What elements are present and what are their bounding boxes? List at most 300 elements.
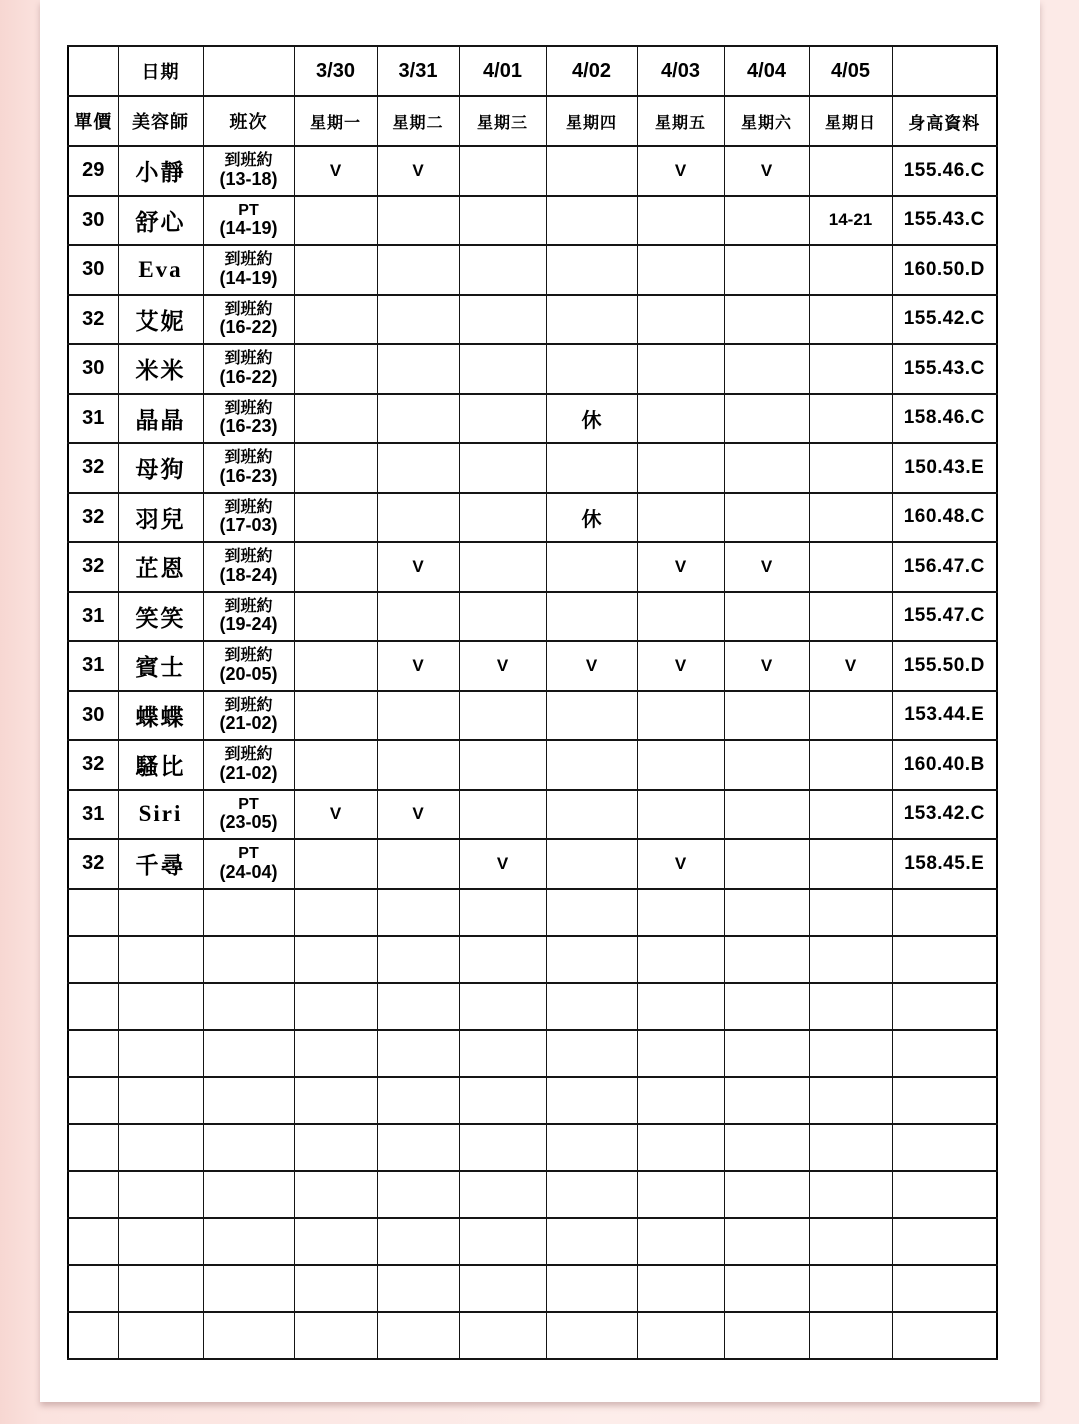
day-mark-cell — [546, 245, 637, 295]
empty-cell — [377, 1265, 459, 1312]
shift-cell — [203, 394, 294, 444]
shift-type-label: 到班約 — [224, 548, 273, 566]
empty-cell — [203, 1218, 294, 1265]
day-mark-cell: 14-21 — [809, 196, 892, 246]
day-mark-cell — [724, 790, 809, 840]
price-cell: 31 — [68, 394, 118, 444]
empty-cell — [724, 983, 809, 1030]
schedule-table — [67, 45, 998, 1360]
day-mark-cell — [546, 839, 637, 889]
date-cell: 4/04 — [724, 46, 809, 96]
day-mark-cell — [294, 740, 377, 790]
shift-type-label: 到班約 — [224, 597, 273, 615]
empty-row — [68, 1312, 997, 1359]
day-mark-cell — [459, 592, 546, 642]
day-mark-cell — [809, 394, 892, 444]
empty-cell — [294, 1124, 377, 1171]
date-cell: 3/31 — [377, 46, 459, 96]
shift-type-label: 到班約 — [224, 300, 273, 318]
empty-cell — [68, 1218, 118, 1265]
shift-cell — [203, 146, 294, 196]
height-data-cell: 153.44.E — [892, 691, 997, 741]
artist-row — [68, 443, 997, 493]
day-mark-cell — [724, 295, 809, 345]
weekday-cell: 星期三 — [459, 96, 546, 146]
artist-row — [68, 542, 997, 592]
day-mark-cell — [809, 344, 892, 394]
day-mark-cell — [724, 245, 809, 295]
day-mark-cell — [377, 295, 459, 345]
day-mark-cell — [294, 542, 377, 592]
artist-name-cell: 晶晶 — [118, 394, 203, 444]
day-mark-cell — [459, 394, 546, 444]
empty-cell — [637, 983, 724, 1030]
artist-name-cell: 小靜 — [118, 146, 203, 196]
empty-cell — [459, 936, 546, 983]
artist-row — [68, 839, 997, 889]
empty-cell — [546, 1030, 637, 1077]
day-mark-cell — [637, 394, 724, 444]
shift-type-label: 到班約 — [224, 399, 273, 417]
day-mark-cell — [724, 740, 809, 790]
empty-cell — [724, 936, 809, 983]
day-mark-cell — [459, 740, 546, 790]
empty-cell — [459, 1124, 546, 1171]
artist-name-cell: 母狗 — [118, 443, 203, 493]
shift-time-label: (21-02) — [219, 713, 278, 734]
day-mark-cell — [459, 146, 546, 196]
empty-cell — [809, 889, 892, 936]
height-data-cell: 153.42.C — [892, 790, 997, 840]
day-mark-cell — [724, 493, 809, 543]
day-mark-cell: V — [294, 790, 377, 840]
empty-cell — [892, 1030, 997, 1077]
empty-cell — [203, 1265, 294, 1312]
height-data-cell: 155.42.C — [892, 295, 997, 345]
empty-cell — [294, 1030, 377, 1077]
artist-name-cell: 米米 — [118, 344, 203, 394]
shift-type-label: PT — [238, 201, 259, 219]
height-label-cell: 身高資料 — [892, 96, 997, 146]
price-cell: 32 — [68, 493, 118, 543]
shift-type-label: 到班約 — [224, 251, 273, 269]
artist-row — [68, 245, 997, 295]
empty-cell — [546, 1312, 637, 1359]
weekday-cell: 星期五 — [637, 96, 724, 146]
height-data-cell: 158.45.E — [892, 839, 997, 889]
shift-cell — [203, 245, 294, 295]
empty-cell — [892, 983, 997, 1030]
date-cell: 3/30 — [294, 46, 377, 96]
empty-cell — [294, 1265, 377, 1312]
height-data-cell: 160.48.C — [892, 493, 997, 543]
empty-cell — [459, 983, 546, 1030]
price-cell: 30 — [68, 691, 118, 741]
day-mark-cell — [637, 245, 724, 295]
day-mark-cell — [377, 245, 459, 295]
date-cell: 4/02 — [546, 46, 637, 96]
empty-cell — [809, 1218, 892, 1265]
artist-row — [68, 196, 997, 246]
empty-cell — [546, 1171, 637, 1218]
day-mark-cell — [377, 740, 459, 790]
day-mark-cell: V — [459, 641, 546, 691]
empty-cell — [459, 1265, 546, 1312]
day-mark-cell — [294, 592, 377, 642]
shift-time-label: (13-18) — [219, 168, 278, 189]
day-mark-cell — [546, 592, 637, 642]
price-cell: 29 — [68, 146, 118, 196]
empty-cell — [203, 983, 294, 1030]
artist-name-cell: Eva — [118, 245, 203, 295]
price-cell: 32 — [68, 295, 118, 345]
empty-cell — [637, 1171, 724, 1218]
empty-cell — [892, 1124, 997, 1171]
day-mark-cell: V — [294, 146, 377, 196]
day-mark-cell — [546, 542, 637, 592]
height-data-cell: 156.47.C — [892, 542, 997, 592]
day-mark-cell — [459, 493, 546, 543]
day-mark-cell — [294, 245, 377, 295]
day-mark-cell — [809, 740, 892, 790]
artist-name-cell: 騷比 — [118, 740, 203, 790]
day-mark-cell: 休 — [546, 493, 637, 543]
shift-cell — [203, 542, 294, 592]
empty-cell — [68, 936, 118, 983]
empty-row — [68, 1171, 997, 1218]
weekday-cell: 星期一 — [294, 96, 377, 146]
day-mark-cell — [294, 641, 377, 691]
empty-cell — [203, 1030, 294, 1077]
shift-time-label: (18-24) — [219, 564, 278, 585]
shift-type-label: 到班約 — [224, 350, 273, 368]
empty-cell — [892, 1218, 997, 1265]
shift-type-label: 到班約 — [224, 449, 273, 467]
empty-cell — [724, 1077, 809, 1124]
empty-cell — [377, 1077, 459, 1124]
empty-cell — [892, 936, 997, 983]
price-cell: 30 — [68, 245, 118, 295]
artist-row — [68, 394, 997, 444]
empty-row — [68, 889, 997, 936]
empty-cell — [294, 1218, 377, 1265]
empty-cell — [809, 1077, 892, 1124]
price-cell: 32 — [68, 740, 118, 790]
artist-name-cell: 笑笑 — [118, 592, 203, 642]
day-mark-cell: V — [809, 641, 892, 691]
day-mark-cell — [377, 493, 459, 543]
price-cell: 31 — [68, 790, 118, 840]
day-mark-cell — [459, 295, 546, 345]
day-mark-cell — [377, 394, 459, 444]
day-mark-cell — [546, 740, 637, 790]
day-mark-cell — [724, 592, 809, 642]
day-mark-cell — [809, 245, 892, 295]
shift-type-label: 到班約 — [224, 696, 273, 714]
shift-time-label: (16-22) — [219, 317, 278, 338]
price-cell: 32 — [68, 839, 118, 889]
weekday-cell: 星期六 — [724, 96, 809, 146]
empty-row — [68, 983, 997, 1030]
empty-cell — [892, 1171, 997, 1218]
empty-cell — [724, 1312, 809, 1359]
day-mark-cell — [809, 443, 892, 493]
day-mark-cell — [637, 493, 724, 543]
shift-cell — [203, 740, 294, 790]
empty-cell — [68, 1124, 118, 1171]
day-mark-cell: V — [546, 641, 637, 691]
day-mark-cell — [546, 443, 637, 493]
shift-type-label: 到班約 — [224, 152, 273, 170]
empty-cell — [892, 889, 997, 936]
empty-cell — [459, 1312, 546, 1359]
day-mark-cell: V — [377, 542, 459, 592]
artist-row — [68, 691, 997, 741]
day-mark-cell — [724, 196, 809, 246]
day-mark-cell — [294, 295, 377, 345]
empty-cell — [118, 1124, 203, 1171]
shift-cell — [203, 691, 294, 741]
price-cell: 30 — [68, 196, 118, 246]
empty-cell — [637, 1124, 724, 1171]
empty-cell — [294, 983, 377, 1030]
day-mark-cell — [637, 295, 724, 345]
empty-cell — [459, 1171, 546, 1218]
day-mark-cell — [637, 691, 724, 741]
empty-cell — [546, 889, 637, 936]
price-cell: 32 — [68, 443, 118, 493]
day-mark-cell — [809, 295, 892, 345]
empty-cell — [809, 1030, 892, 1077]
day-mark-cell: V — [377, 790, 459, 840]
day-mark-cell — [546, 344, 637, 394]
date-cell: 4/03 — [637, 46, 724, 96]
day-mark-cell — [809, 592, 892, 642]
day-mark-cell — [724, 344, 809, 394]
empty-cell — [203, 1312, 294, 1359]
empty-cell — [546, 1218, 637, 1265]
shift-time-label: (16-23) — [219, 465, 278, 486]
artist-row — [68, 740, 997, 790]
weekday-cell: 星期二 — [377, 96, 459, 146]
day-mark-cell — [637, 344, 724, 394]
empty-cell — [724, 1171, 809, 1218]
shift-label-cell: 班次 — [203, 96, 294, 146]
empty-cell — [459, 1077, 546, 1124]
empty-cell — [724, 1030, 809, 1077]
day-mark-cell: V — [637, 542, 724, 592]
empty-cell — [637, 936, 724, 983]
date-header-row — [68, 46, 997, 96]
shift-time-label: (20-05) — [219, 663, 278, 684]
empty-cell — [68, 1077, 118, 1124]
empty-row — [68, 1030, 997, 1077]
empty-cell — [377, 1312, 459, 1359]
shift-cell — [203, 443, 294, 493]
empty-cell — [118, 1030, 203, 1077]
day-mark-cell — [294, 394, 377, 444]
shift-time-label: (21-02) — [219, 762, 278, 783]
artist-name-cell: 千尋 — [118, 839, 203, 889]
day-mark-cell — [809, 790, 892, 840]
height-data-cell: 155.47.C — [892, 592, 997, 642]
height-data-cell: 150.43.E — [892, 443, 997, 493]
corner-blank-cell — [68, 46, 118, 96]
day-mark-cell — [294, 493, 377, 543]
day-mark-cell — [459, 344, 546, 394]
empty-cell — [637, 1265, 724, 1312]
artist-row — [68, 146, 997, 196]
day-mark-cell — [637, 592, 724, 642]
empty-cell — [203, 889, 294, 936]
height-data-cell: 160.40.B — [892, 740, 997, 790]
empty-cell — [724, 889, 809, 936]
day-mark-cell — [459, 691, 546, 741]
day-mark-cell: V — [637, 146, 724, 196]
day-mark-cell — [377, 839, 459, 889]
shift-type-label: 到班約 — [224, 746, 273, 764]
shift-cell — [203, 196, 294, 246]
day-mark-cell — [294, 839, 377, 889]
artist-name-cell: 艾妮 — [118, 295, 203, 345]
shift-cell — [203, 790, 294, 840]
day-mark-cell: 休 — [546, 394, 637, 444]
price-cell: 32 — [68, 542, 118, 592]
empty-cell — [68, 983, 118, 1030]
date-cell: 4/05 — [809, 46, 892, 96]
artist-row — [68, 641, 997, 691]
empty-cell — [459, 1218, 546, 1265]
day-mark-cell: V — [724, 542, 809, 592]
day-mark-cell — [809, 839, 892, 889]
day-mark-cell: V — [377, 641, 459, 691]
empty-cell — [546, 1124, 637, 1171]
height-data-cell: 155.43.C — [892, 344, 997, 394]
height-data-cell: 155.50.D — [892, 641, 997, 691]
blank-cell — [203, 46, 294, 96]
shift-time-label: (23-05) — [219, 812, 278, 833]
shift-type-label: PT — [238, 795, 259, 813]
shift-cell — [203, 295, 294, 345]
day-mark-cell: V — [637, 641, 724, 691]
day-mark-cell — [637, 196, 724, 246]
price-label-cell: 單價 — [68, 96, 118, 146]
day-mark-cell — [294, 344, 377, 394]
day-mark-cell — [809, 542, 892, 592]
artist-row — [68, 790, 997, 840]
empty-cell — [637, 889, 724, 936]
day-mark-cell — [459, 245, 546, 295]
day-mark-cell — [459, 542, 546, 592]
day-mark-cell — [546, 790, 637, 840]
empty-cell — [724, 1265, 809, 1312]
empty-cell — [377, 983, 459, 1030]
empty-cell — [294, 1312, 377, 1359]
date-cell: 4/01 — [459, 46, 546, 96]
empty-cell — [377, 889, 459, 936]
day-mark-cell — [724, 691, 809, 741]
day-mark-cell — [809, 493, 892, 543]
height-data-cell: 158.46.C — [892, 394, 997, 444]
shift-time-label: (16-23) — [219, 416, 278, 437]
empty-cell — [637, 1077, 724, 1124]
empty-cell — [377, 936, 459, 983]
artist-row — [68, 592, 997, 642]
shift-type-label: 到班約 — [224, 498, 273, 516]
shift-type-label: PT — [238, 845, 259, 863]
empty-row — [68, 1218, 997, 1265]
empty-cell — [68, 1030, 118, 1077]
day-mark-cell: V — [724, 641, 809, 691]
price-cell: 31 — [68, 641, 118, 691]
day-mark-cell — [377, 196, 459, 246]
empty-cell — [546, 983, 637, 1030]
empty-cell — [546, 1265, 637, 1312]
empty-cell — [892, 1265, 997, 1312]
empty-cell — [637, 1218, 724, 1265]
artist-row — [68, 344, 997, 394]
empty-cell — [118, 889, 203, 936]
artist-name-cell: 蝶蝶 — [118, 691, 203, 741]
empty-cell — [118, 1265, 203, 1312]
day-mark-cell — [724, 839, 809, 889]
empty-cell — [809, 936, 892, 983]
day-mark-cell — [377, 691, 459, 741]
empty-row — [68, 1124, 997, 1171]
day-mark-cell: V — [459, 839, 546, 889]
date-label-cell: 日期 — [118, 46, 203, 96]
day-mark-cell: V — [724, 146, 809, 196]
empty-row — [68, 1077, 997, 1124]
day-mark-cell — [546, 295, 637, 345]
shift-time-label: (19-24) — [219, 614, 278, 635]
height-data-cell: 155.43.C — [892, 196, 997, 246]
empty-cell — [118, 1218, 203, 1265]
shift-cell — [203, 839, 294, 889]
empty-cell — [809, 1312, 892, 1359]
empty-cell — [203, 1171, 294, 1218]
empty-cell — [118, 1077, 203, 1124]
empty-cell — [637, 1312, 724, 1359]
empty-cell — [118, 936, 203, 983]
artist-name-cell: 羽兒 — [118, 493, 203, 543]
empty-cell — [68, 889, 118, 936]
blank-cell — [892, 46, 997, 96]
empty-cell — [724, 1124, 809, 1171]
empty-cell — [203, 1077, 294, 1124]
day-mark-cell — [637, 790, 724, 840]
empty-cell — [546, 1077, 637, 1124]
empty-cell — [637, 1030, 724, 1077]
empty-cell — [377, 1030, 459, 1077]
empty-cell — [68, 1171, 118, 1218]
artist-name-cell: 賓士 — [118, 641, 203, 691]
day-mark-cell — [546, 196, 637, 246]
empty-cell — [203, 1124, 294, 1171]
shift-time-label: (14-19) — [219, 267, 278, 288]
empty-cell — [809, 1124, 892, 1171]
weekday-header-row — [68, 96, 997, 146]
day-mark-cell — [546, 146, 637, 196]
day-mark-cell — [377, 344, 459, 394]
shift-cell — [203, 493, 294, 543]
day-mark-cell — [294, 443, 377, 493]
schedule-sheet-page — [40, 0, 1040, 1402]
day-mark-cell — [459, 443, 546, 493]
empty-row — [68, 936, 997, 983]
day-mark-cell — [294, 691, 377, 741]
shift-time-label: (16-22) — [219, 366, 278, 387]
